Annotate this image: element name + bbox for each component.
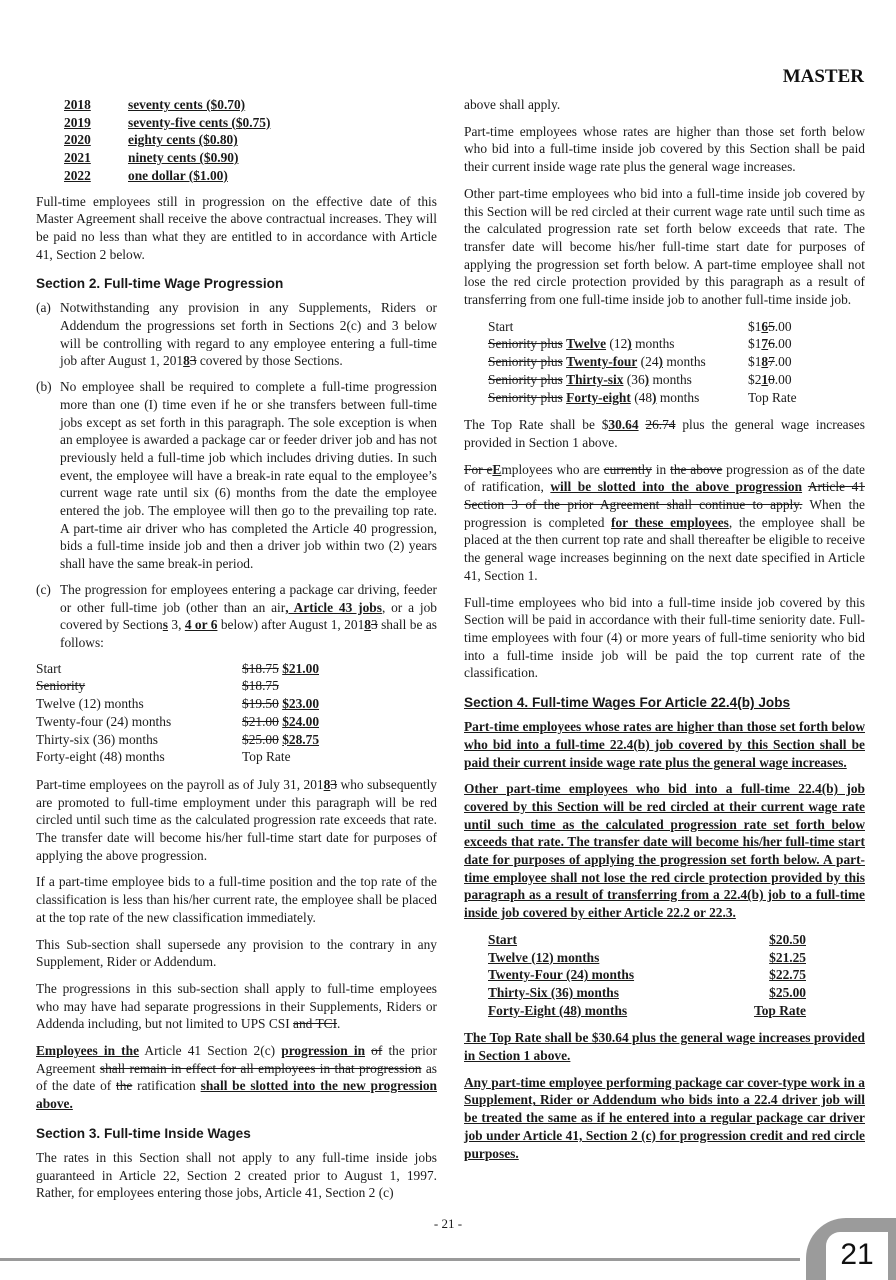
label-unit: months	[631, 336, 675, 352]
amount-cell: seventy cents ($0.70)	[128, 97, 246, 112]
rate-a: Top Rate	[748, 389, 797, 405]
rate-a: $1	[748, 318, 762, 334]
label-num: 12	[613, 336, 628, 352]
rate-new: $21.00	[282, 660, 320, 676]
top-rate-paragraph: The Top Rate shall be $30.64 26.74 plus the general wage increases provided in Section 1 above.	[464, 417, 865, 450]
inside-wage-rate	[748, 318, 818, 336]
above-paragraph: above shall apply.	[464, 97, 561, 112]
inside-wage-rate	[748, 335, 818, 353]
section-4-row	[488, 1002, 806, 1020]
progression-row	[36, 731, 437, 749]
paren-new: )	[652, 389, 657, 405]
year-rate-row	[64, 96, 270, 114]
label-old: Seniority plus	[488, 354, 563, 370]
rate-b: .00	[774, 318, 792, 334]
inside-wage-table	[488, 318, 818, 407]
inside-wage-label	[488, 318, 748, 336]
amount-cell: ninety cents ($0.90)	[128, 150, 239, 166]
section-2-title: Section 2. Full-time Wage Progression	[36, 276, 284, 292]
label-new: Twenty-four	[566, 354, 638, 370]
page-tab	[806, 1218, 896, 1280]
inside-wage-row	[488, 335, 818, 353]
label-num: 24	[645, 354, 659, 370]
section-4-label: Thirty-Six (36) months	[488, 984, 619, 1000]
section-4-rate-table	[488, 931, 806, 1020]
inside-wage-row	[488, 371, 818, 389]
progression-label: Twenty-four (24) months	[36, 713, 172, 729]
progression-label: Start	[36, 660, 62, 676]
rate-new: 1	[761, 371, 769, 387]
year-rate-row	[64, 149, 270, 167]
section-4-row	[488, 966, 806, 984]
item-a	[36, 299, 437, 370]
inside-wage-rate	[748, 371, 818, 389]
rate-b: .00	[774, 336, 792, 352]
progression-row	[36, 713, 437, 731]
section-4-rate: $25.00	[769, 984, 806, 1000]
item-c	[36, 581, 437, 652]
year-rate-row	[64, 167, 270, 185]
parttime-paragraph: Part-time employees on the payroll as of July 31, 20183 who subsequently are promoted to full-time employment under this paragraph will be red circled until such time as the calculated progression rate exceeds that rate. The transfer date will become his/her full-time start date for purposes of applying the above progression.	[36, 776, 437, 863]
inside-wage-label: Seniority plus Thirty-six (36) months	[488, 371, 692, 387]
section-3-paragraph: The rates in this Section shall not apply to any full-time inside jobs guaranteed in Article 22, Section 2 created prior to August 1, 1997. Rather, for employees entering those jobs, Article 41, Section 2 (c)	[36, 1149, 437, 1201]
footer-rule	[0, 1258, 800, 1261]
item-c-mark: (c)	[36, 581, 51, 597]
progression-label: Seniority	[36, 678, 86, 694]
year-cell: 2018	[64, 97, 91, 112]
inside-wage-row	[488, 318, 818, 336]
rate-new: $23.00	[282, 696, 320, 712]
label-unit: months	[656, 389, 700, 405]
left-column	[36, 96, 437, 1211]
rate-old: $18.75	[242, 660, 279, 676]
progression-rate	[242, 748, 437, 766]
page-tab-number: 21	[826, 1232, 888, 1280]
bids-paragraph: If a part-time employee bids to a full-time position and the top rate of the classification is less than his/her current rate, the employee shall be placed at the top rate of the new classification immediately.	[36, 874, 437, 925]
right-column	[464, 96, 865, 1171]
paren-new: )	[658, 354, 663, 370]
higher-rate-paragraph: Part-time employees whose rates are higher than those set forth below who bid into a full-time inside job covered by this Section shall be paid their current inside wage rate plus the general wage increases.	[464, 123, 865, 175]
rate-old: $21.00	[242, 713, 279, 729]
rate-new: 8	[761, 354, 769, 370]
progression-row	[36, 748, 437, 766]
amount-cell: eighty cents ($0.80)	[128, 132, 238, 148]
rate-new: 6	[761, 318, 769, 334]
paren-new: )	[627, 336, 632, 352]
section-4-row	[488, 931, 806, 949]
rate-a: $1	[748, 354, 762, 370]
section-4-label: Twenty-Four (24) months	[488, 967, 635, 983]
rate-old: $18.75	[242, 678, 279, 694]
inside-wage-row	[488, 389, 818, 407]
progression-table	[36, 660, 437, 766]
year-cell: 2020	[64, 132, 91, 148]
employees-progression-paragraph: For eEmployees who are currently in the above progression as of the date of ratification, will be slotted into the above progression Article 41 Section 3 of the prior Agreement shall continue to apply. When the progression is completed for these employees, the employee shall be placed at the then current top rate and shall thereafter be eligible to receive the general wage increases beginning on the next date specified in Article 41, Section 1.	[464, 461, 865, 583]
label-unit: months	[662, 354, 706, 370]
progression-row	[36, 660, 437, 678]
label-old: Seniority plus	[488, 336, 563, 352]
rate-b: .00	[774, 354, 792, 370]
rate-b: .00	[774, 371, 792, 387]
section-4-row	[488, 984, 806, 1002]
paren-new: )	[644, 371, 650, 387]
progressions-paragraph: The progressions in this sub-section shall apply to full-time employees who may have had separate progressions in their Supplements, Riders or Addenda including, but not limited to UPS CSI and TCI.	[36, 980, 437, 1032]
section-4-rate: $20.50	[769, 931, 806, 947]
label-old: Seniority plus	[488, 389, 563, 405]
progression-label: Thirty-six (36) months	[36, 731, 158, 747]
rate-old: 6	[768, 336, 775, 352]
progression-label: Forty-eight (48) months	[36, 749, 165, 765]
progression-rate	[242, 695, 437, 713]
inside-wage-rate	[748, 389, 818, 407]
rate-new: $28.75	[282, 731, 320, 747]
section-4-row	[488, 949, 806, 967]
year-rate-row	[64, 114, 270, 132]
red-circle-paragraph: Other part-time employees who bid into a full-time inside job covered by this Section will be red circled at their current wage rate until such time as the calculated progression rate set forth below exceeds that rate. The transfer date will become his/her full-time start date for purposes of applying the progression set forth below. A part-time employee shall not lose the red circle protection provided by this paragraph as a result of transferring from one full-time inside job to another full-time inside job.	[464, 185, 865, 308]
label-new: Forty-eight	[566, 389, 631, 405]
master-label: MASTER	[782, 66, 864, 87]
progression-row	[36, 677, 437, 695]
section-4-any-paragraph: Any part-time employee performing package car cover-type work in a Supplement, Rider or Addendum who bids into a 22.4 driver job will be treated the same as if he entered into a regular package car driver job under Article 41, Section 2 (c) for progression credit and red circle purposes.	[464, 1074, 865, 1161]
section-4-other-paragraph: Other part-time employees who bid into a full-time 22.4(b) job covered by this Section will be red circled at their current wage rate until such time as the calculated progression rate set forth below exceeds that rate. The transfer date will become his/her full-time start date for purposes of applying the progression set forth below. A part-time employee shall not lose the red circle protection provided by this paragraph as a result of transferring from a 22.4(b) job to a full-time inside job covered by either Article 22.2 or 22.3.	[464, 781, 865, 921]
section-4-top-paragraph: The Top Rate shall be $30.64 plus the general wage increases provided in Section 1 above.	[464, 1030, 865, 1064]
seniority-paragraph: Full-time employees who bid into a full-time inside job covered by this Section will be paid in accordance with their full-time seniority date. Full-time employees with four (4) or more years of full-time seniority who bid into a full-time inside job will be paid the top current rate of the classification.	[464, 594, 865, 681]
progression-label: Twelve (12) months	[36, 696, 144, 712]
section-3-title: Section 3. Full-time Inside Wages	[36, 1125, 251, 1141]
progression-row	[36, 695, 437, 713]
inside-wage-label: Seniority plus Twelve (12) months	[488, 336, 675, 352]
progression-rate	[242, 713, 437, 731]
inside-wage-rate	[748, 353, 818, 371]
item-a-text: Notwithstanding any provision in any Supplements, Riders or Addendum the progressions set forth in Sections 2(c) and 3 below will be controlling with regard to any employee entering a full-time job after August 1, 20183 covered by those Sections.	[60, 300, 437, 369]
label-plain: Start	[488, 318, 514, 334]
label-new: Thirty-six	[566, 371, 624, 387]
label-num: 48	[638, 389, 653, 405]
rate-old: $19.50	[242, 696, 279, 712]
inside-wage-label: Seniority plus Forty-eight (48) months	[488, 389, 700, 405]
supersede-paragraph: This Sub-section shall supersede any provision to the contrary in any Supplement, Rider or Addendum.	[36, 936, 437, 970]
progression-rate	[242, 660, 437, 678]
year-cell: 2019	[64, 114, 91, 130]
page-number: - 21 -	[433, 1216, 463, 1231]
inside-wage-label: Seniority plus Twenty-four (24) months	[488, 354, 706, 370]
label-new: Twelve	[566, 336, 607, 352]
section-4-rate: $21.25	[769, 949, 806, 965]
rate-a: $1	[748, 336, 762, 352]
label-num: 36	[631, 371, 645, 387]
progression-rate	[242, 677, 437, 695]
year-cell: 2021	[64, 150, 91, 166]
section-4-rate: Top Rate	[754, 1002, 806, 1018]
item-b-text: No employee shall be required to complete a full-time progression more than one (I) time even if he or she transfers between full-time jobs except as set forth in this paragraph. The sole exception is when an employee is awarded a package car or feeder driver job and has not previously held a full-time job which includes driving duties. In such event, the employee will have a break-in rate equal to the employee’s current wage rate until six (6) months from the date the employee entered the job. The employee will then go to the prevailing top rate. A part-time air driver who has completed the Article 40 progression, bids a full-time inside job and then a driver job within two (2) years shall have the same break-in period.	[60, 379, 437, 572]
employees-paragraph: Employees in the Article 41 Section 2(c) progression in of the prior Agreement shall remain in effect for all employees in that progression as of the date of the ratification shall be slotted into the new progression above.	[36, 1043, 437, 1112]
section-4-rate: $22.75	[769, 967, 806, 983]
item-c-text: The progression for employees entering a package car driving, feeder or other full-time job (other than an air, Article 43 jobs, or a job covered by Sections 3, 4 or 6 below) after August 1, 20183 shall be as follows:	[60, 581, 437, 650]
item-a-mark: (a)	[36, 300, 51, 316]
rate-a: $2	[748, 371, 762, 387]
rate-plain: Top Rate	[242, 749, 291, 765]
section-4-title: Section 4. Full-time Wages For Article 22.4(b) Jobs	[464, 695, 791, 711]
amount-cell: one dollar ($1.00)	[128, 167, 228, 183]
item-b-mark: (b)	[36, 379, 52, 395]
year-rate-row	[64, 131, 270, 149]
section-4-label: Start	[488, 931, 518, 947]
yearly-rate-table	[64, 96, 270, 185]
rate-old: 0	[768, 371, 775, 387]
fulltime-paragraph: Full-time employees still in progression on the effective date of this Master Agreement shall receive the above contractual increases. They will be paid no less than what they are entitled to in accordance with Article 41, Section 2 below.	[36, 193, 437, 262]
rate-old: 5	[768, 318, 775, 334]
rate-old: 7	[768, 354, 775, 370]
year-cell: 2022	[64, 167, 91, 183]
inside-wage-row	[488, 353, 818, 371]
item-b	[36, 378, 437, 573]
progression-rate	[242, 731, 437, 749]
rate-new: $24.00	[282, 713, 320, 729]
section-4-higher-paragraph: Part-time employees whose rates are higher than those set forth below who bid into a full-time 22.4(b) job covered by this Section shall be paid their current inside wage rate plus the general wage increases.	[464, 719, 865, 770]
section-4-label: Twelve (12) months	[488, 949, 600, 965]
amount-cell: seventy-five cents ($0.75)	[128, 114, 271, 130]
label-unit: months	[649, 371, 692, 387]
rate-new: 7	[761, 336, 769, 352]
section-4-label: Forty-Eight (48) months	[488, 1002, 628, 1018]
rate-old: $25.00	[242, 731, 279, 747]
label-old: Seniority plus	[488, 371, 563, 387]
